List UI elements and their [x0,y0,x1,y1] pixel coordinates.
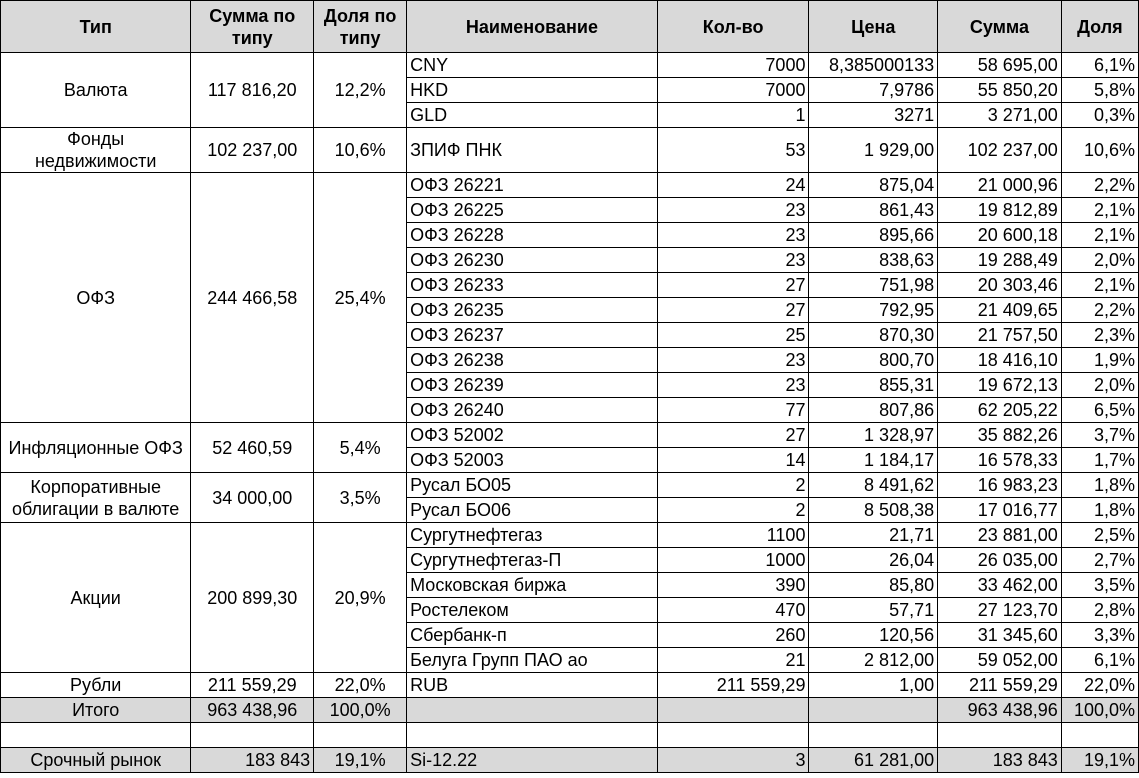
group-type-cell[interactable]: Инфляционные ОФЗ [1,423,191,473]
qty-cell[interactable]: 23 [657,373,809,398]
group-share-cell[interactable]: 3,5% [314,473,407,523]
total-label[interactable]: Итого [1,698,191,723]
header-sum-by-type[interactable]: Сумма по типу [191,1,314,53]
sum-cell[interactable]: 59 052,00 [938,648,1062,673]
table-row [1,53,1139,78]
table-row [1,423,1139,448]
sum-cell[interactable]: 16 983,23 [938,473,1062,498]
price-cell[interactable]: 2 812,00 [809,648,938,673]
group-share-cell[interactable]: 10,6% [314,128,407,173]
sum-cell[interactable]: 17 016,77 [938,498,1062,523]
group-share-cell[interactable]: 22,0% [314,673,407,698]
price-cell[interactable]: 3271 [809,103,938,128]
blank-row [1,723,1139,748]
sum-cell[interactable]: 55 850,20 [938,78,1062,103]
price-cell[interactable]: 8 508,38 [809,498,938,523]
qty-cell[interactable]: 1 [657,103,809,128]
group-type-cell[interactable]: Валюта [1,53,191,128]
blank-cell[interactable] [191,723,314,748]
sum-cell[interactable]: 62 205,22 [938,398,1062,423]
price-cell[interactable]: 895,66 [809,223,938,248]
group-share-cell[interactable]: 20,9% [314,523,407,673]
share-cell[interactable]: 2,7% [1061,548,1138,573]
sum-cell[interactable]: 211 559,29 [938,673,1062,698]
name-cell[interactable]: HKD [407,78,658,103]
share-cell[interactable]: 2,1% [1061,223,1138,248]
total-name-cell[interactable] [407,698,658,723]
qty-cell[interactable]: 23 [657,223,809,248]
group-sum-cell[interactable]: 102 237,00 [191,128,314,173]
sum-cell[interactable]: 27 123,70 [938,598,1062,623]
sum-cell[interactable]: 21 757,50 [938,323,1062,348]
sum-cell[interactable]: 3 271,00 [938,103,1062,128]
share-cell[interactable]: 10,6% [1061,128,1138,173]
name-cell[interactable]: ОФЗ 52003 [407,448,658,473]
qty-cell[interactable]: 7000 [657,53,809,78]
price-cell[interactable]: 8,385000133 [809,53,938,78]
price-cell[interactable]: 1,00 [809,673,938,698]
group-type-cell[interactable]: Корпоративные облигации в валюте [1,473,191,523]
total-sum[interactable]: 963 438,96 [938,698,1062,723]
name-cell[interactable]: ОФЗ 26233 [407,273,658,298]
sum-cell[interactable]: 58 695,00 [938,53,1062,78]
qty-cell[interactable]: 211 559,29 [657,673,809,698]
table-row [1,673,1139,698]
qty-cell[interactable]: 27 [657,423,809,448]
name-cell[interactable]: RUB [407,673,658,698]
name-cell[interactable]: GLD [407,103,658,128]
price-cell[interactable]: 800,70 [809,348,938,373]
total-share[interactable]: 100,0% [1061,698,1138,723]
price-cell[interactable]: 855,31 [809,373,938,398]
share-cell[interactable]: 2,0% [1061,373,1138,398]
qty-cell[interactable]: 2 [657,498,809,523]
qty-cell[interactable]: 260 [657,623,809,648]
share-cell[interactable]: 6,1% [1061,648,1138,673]
sum-cell[interactable]: 35 882,26 [938,423,1062,448]
qty-cell[interactable]: 27 [657,298,809,323]
name-cell[interactable]: Белуга Групп ПАО ао [407,648,658,673]
qty-cell[interactable]: 77 [657,398,809,423]
qty-cell[interactable]: 7000 [657,78,809,103]
qty-cell[interactable]: 1100 [657,523,809,548]
qty-cell[interactable]: 53 [657,128,809,173]
name-cell[interactable]: ЗПИФ ПНК [407,128,658,173]
name-cell[interactable]: ОФЗ 26238 [407,348,658,373]
share-cell[interactable]: 2,2% [1061,298,1138,323]
share-cell[interactable]: 3,7% [1061,423,1138,448]
group-type-cell[interactable]: Фонды недвижимости [1,128,191,173]
sum-cell[interactable]: 31 345,60 [938,623,1062,648]
group-sum-cell[interactable]: 211 559,29 [191,673,314,698]
sum-cell[interactable]: 23 881,00 [938,523,1062,548]
qty-cell[interactable]: 14 [657,448,809,473]
table-row [1,128,1139,173]
header-price[interactable]: Цена [809,1,938,53]
header-sum[interactable]: Сумма [938,1,1062,53]
derivatives-qty[interactable]: 3 [657,748,809,773]
sum-cell[interactable]: 21 409,65 [938,298,1062,323]
header-row [1,1,1139,53]
share-cell[interactable]: 1,8% [1061,498,1138,523]
total-sum-by-type[interactable]: 963 438,96 [191,698,314,723]
share-cell[interactable]: 0,3% [1061,103,1138,128]
qty-cell[interactable]: 2 [657,473,809,498]
sum-cell[interactable]: 19 812,89 [938,198,1062,223]
blank-cell[interactable] [657,723,809,748]
group-sum-cell[interactable]: 200 899,30 [191,523,314,673]
price-cell[interactable]: 26,04 [809,548,938,573]
group-type-cell[interactable]: Акции [1,523,191,673]
name-cell[interactable]: Сургутнефтегаз-П [407,548,658,573]
total-qty-cell[interactable] [657,698,809,723]
derivatives-row [1,748,1139,773]
header-name[interactable]: Наименование [407,1,658,53]
name-cell[interactable]: ОФЗ 26230 [407,248,658,273]
group-share-cell[interactable]: 12,2% [314,53,407,128]
name-cell[interactable]: Сбербанк-п [407,623,658,648]
derivatives-name[interactable]: Si-12.22 [407,748,658,773]
group-share-cell[interactable]: 25,4% [314,173,407,423]
sum-cell[interactable]: 16 578,33 [938,448,1062,473]
share-cell[interactable]: 2,5% [1061,523,1138,548]
sum-cell[interactable]: 21 000,96 [938,173,1062,198]
table-row [1,173,1139,198]
total-share-by-type[interactable]: 100,0% [314,698,407,723]
name-cell[interactable]: ОФЗ 26221 [407,173,658,198]
qty-cell[interactable]: 21 [657,648,809,673]
price-cell[interactable]: 21,71 [809,523,938,548]
header-type[interactable]: Тип [1,1,191,53]
sum-cell[interactable]: 102 237,00 [938,128,1062,173]
header-share[interactable]: Доля [1061,1,1138,53]
share-cell[interactable]: 2,2% [1061,173,1138,198]
price-cell[interactable]: 8 491,62 [809,473,938,498]
name-cell[interactable]: Русал БО06 [407,498,658,523]
name-cell[interactable]: Московская биржа [407,573,658,598]
qty-cell[interactable]: 27 [657,273,809,298]
name-cell[interactable]: Ростелеком [407,598,658,623]
price-cell[interactable]: 875,04 [809,173,938,198]
price-cell[interactable]: 1 929,00 [809,128,938,173]
derivatives-share[interactable]: 19,1% [1061,748,1138,773]
price-cell[interactable]: 120,56 [809,623,938,648]
share-cell[interactable]: 1,8% [1061,473,1138,498]
blank-cell[interactable] [1061,723,1138,748]
name-cell[interactable]: ОФЗ 26228 [407,223,658,248]
share-cell[interactable]: 3,5% [1061,573,1138,598]
qty-cell[interactable]: 23 [657,348,809,373]
qty-cell[interactable]: 390 [657,573,809,598]
group-type-cell[interactable]: ОФЗ [1,173,191,423]
derivatives-sum[interactable]: 183 843 [938,748,1062,773]
name-cell[interactable]: CNY [407,53,658,78]
qty-cell[interactable]: 23 [657,248,809,273]
derivatives-share-by-type[interactable]: 19,1% [314,748,407,773]
price-cell[interactable]: 7,9786 [809,78,938,103]
sum-cell[interactable]: 18 416,10 [938,348,1062,373]
share-cell[interactable]: 22,0% [1061,673,1138,698]
name-cell[interactable]: ОФЗ 26240 [407,398,658,423]
share-cell[interactable]: 1,7% [1061,448,1138,473]
derivatives-price[interactable]: 61 281,00 [809,748,938,773]
price-cell[interactable]: 1 328,97 [809,423,938,448]
share-cell[interactable]: 3,3% [1061,623,1138,648]
derivatives-sum-by-type[interactable]: 183 843 [191,748,314,773]
share-cell[interactable]: 2,3% [1061,323,1138,348]
blank-cell[interactable] [314,723,407,748]
table-body [1,53,1139,773]
blank-cell[interactable] [809,723,938,748]
blank-cell[interactable] [938,723,1062,748]
total-row [1,698,1139,723]
qty-cell[interactable]: 23 [657,198,809,223]
header-qty[interactable]: Кол-во [657,1,809,53]
sum-cell[interactable]: 19 672,13 [938,373,1062,398]
table-row [1,473,1139,498]
price-cell[interactable]: 870,30 [809,323,938,348]
qty-cell[interactable]: 25 [657,323,809,348]
sum-cell[interactable]: 26 035,00 [938,548,1062,573]
name-cell[interactable]: ОФЗ 26235 [407,298,658,323]
price-cell[interactable]: 1 184,17 [809,448,938,473]
price-cell[interactable]: 751,98 [809,273,938,298]
price-cell[interactable]: 57,71 [809,598,938,623]
share-cell[interactable]: 2,8% [1061,598,1138,623]
header-share-by-type[interactable]: Доля по типу [314,1,407,53]
sum-cell[interactable]: 20 303,46 [938,273,1062,298]
blank-cell[interactable] [1,723,191,748]
share-cell[interactable]: 2,1% [1061,273,1138,298]
total-price-cell[interactable] [809,698,938,723]
qty-cell[interactable]: 24 [657,173,809,198]
share-cell[interactable]: 6,5% [1061,398,1138,423]
group-type-cell[interactable]: Рубли [1,673,191,698]
name-cell[interactable]: ОФЗ 26237 [407,323,658,348]
sum-cell[interactable]: 19 288,49 [938,248,1062,273]
qty-cell[interactable]: 1000 [657,548,809,573]
share-cell[interactable]: 6,1% [1061,53,1138,78]
group-sum-cell[interactable]: 52 460,59 [191,423,314,473]
group-sum-cell[interactable]: 244 466,58 [191,173,314,423]
group-sum-cell[interactable]: 117 816,20 [191,53,314,128]
name-cell[interactable]: ОФЗ 26225 [407,198,658,223]
name-cell[interactable]: ОФЗ 26239 [407,373,658,398]
blank-cell[interactable] [407,723,658,748]
price-cell[interactable]: 861,43 [809,198,938,223]
name-cell[interactable]: Сургутнефтегаз [407,523,658,548]
sum-cell[interactable]: 33 462,00 [938,573,1062,598]
price-cell[interactable]: 838,63 [809,248,938,273]
sum-cell[interactable]: 20 600,18 [938,223,1062,248]
price-cell[interactable]: 792,95 [809,298,938,323]
group-sum-cell[interactable]: 34 000,00 [191,473,314,523]
qty-cell[interactable]: 470 [657,598,809,623]
share-cell[interactable]: 2,0% [1061,248,1138,273]
table-row [1,523,1139,548]
group-share-cell[interactable]: 5,4% [314,423,407,473]
price-cell[interactable]: 85,80 [809,573,938,598]
share-cell[interactable]: 5,8% [1061,78,1138,103]
derivatives-type[interactable]: Срочный рынок [1,748,191,773]
price-cell[interactable]: 807,86 [809,398,938,423]
share-cell[interactable]: 1,9% [1061,348,1138,373]
name-cell[interactable]: ОФЗ 52002 [407,423,658,448]
name-cell[interactable]: Русал БО05 [407,473,658,498]
share-cell[interactable]: 2,1% [1061,198,1138,223]
